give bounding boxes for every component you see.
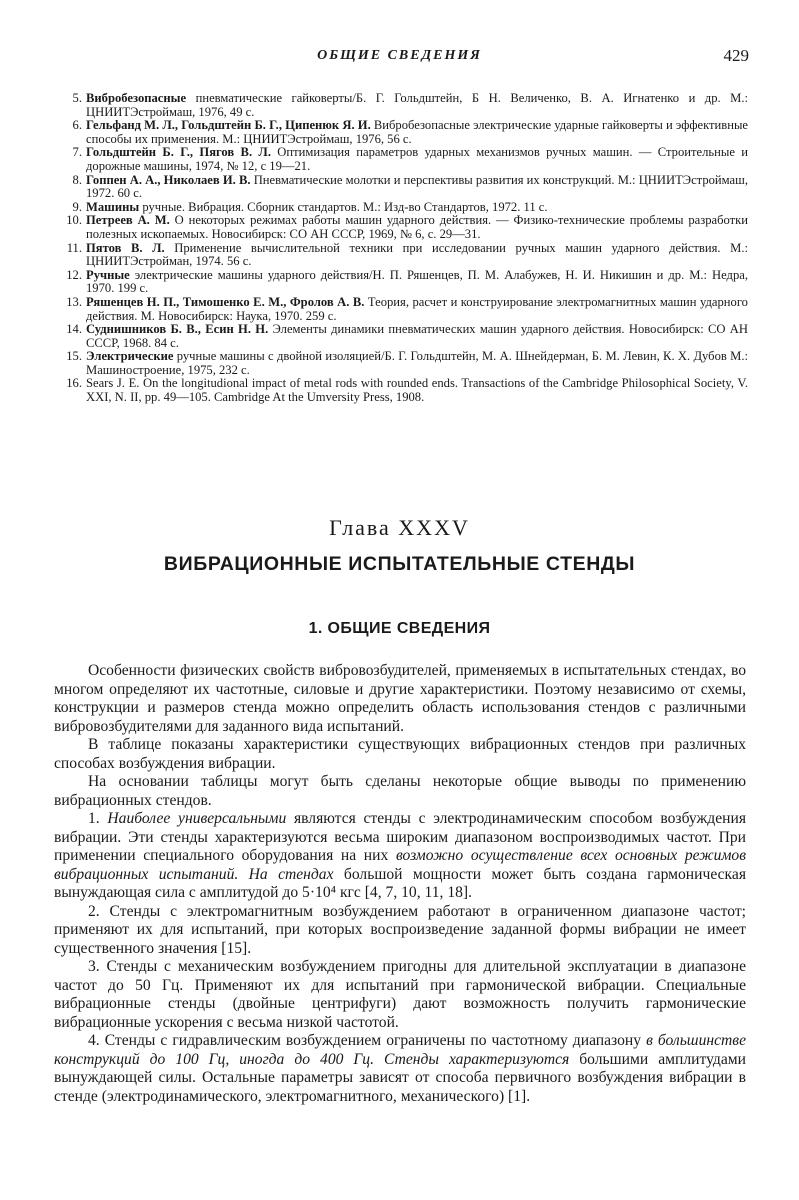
paragraph: Особенности физических свойств вибровозбудителей, применяемых в испытательных стендах, во многом определяют их частотные, силовые и другие характеристики. Поэтому независимо от схемы, конструкции и размеров стенда можно определить область использования стендов с различными вибровозбудителями для заданного вида испытаний. bbox=[54, 662, 746, 735]
reference-number: 14. bbox=[66, 322, 82, 337]
reference-body: Элементы динамики пневматических машин ударного действия. Новосибирск: СО АН СССР, 1968. 84 с. bbox=[86, 322, 748, 350]
reference-item bbox=[54, 323, 748, 350]
reference-text bbox=[86, 146, 748, 173]
paragraph: На основании таблицы могут быть сделаны некоторые общие выводы по применению вибрационных стендов. bbox=[54, 773, 746, 809]
chapter-title: ВИБРАЦИОННЫЕ ИСПЫТАТЕЛЬНЫЕ СТЕНДЫ bbox=[163, 553, 636, 575]
reference-number: 9. bbox=[72, 199, 82, 214]
page-number: 429 bbox=[723, 46, 749, 65]
reference-author: Ряшенцев Н. П., Тимошенко Е. М., Фролов А. В. bbox=[86, 294, 365, 309]
reference-body: Применение вычислительной техники при исследовании ручных машин ударного действия. М.: ЦНИИТЭстройман, 1974. 56 с. bbox=[86, 240, 748, 269]
reference-body: пневматические гайковерты/Б. Г. Гольдштейн, Б Н. Величенко, В. А. Игнатенко и др. М.: ЦНИИТЭстроймаш, 1976, 49 с. bbox=[86, 91, 748, 119]
reference-item bbox=[54, 269, 748, 296]
reference-text bbox=[86, 119, 748, 146]
paragraph-part: являются стенды с электродинамическим способом возбуждения вибрации. Эти стенды характеризуются весьма широким диапазоном воспроизводимых частот. При применении специального оборудования на них bbox=[54, 810, 747, 864]
paragraph-part: большой мощности может быть создана гармоническая вынуждающая сила с амплитудой до 5·10⁴ кгс [4, 7, 10, 11, 18]. bbox=[54, 865, 746, 901]
reference-text bbox=[86, 350, 748, 377]
reference-author: Вибробезопасные bbox=[86, 91, 187, 105]
paragraph-part: 1. bbox=[88, 810, 108, 827]
reference-number: 16. bbox=[66, 376, 82, 391]
reference-author: Гельфанд М. Л., Гольдштейн Б. Г., Ципенюк Я. И. bbox=[86, 118, 371, 133]
reference-number: 8. bbox=[72, 172, 82, 187]
reference-author: Гольдштейн Б. Г., Пягов В. Л. bbox=[86, 145, 271, 160]
paragraph-part: 4. Стенды с гидравлическим возбуждением ограничены по частотному диапазону bbox=[88, 1032, 647, 1049]
reference-item bbox=[54, 242, 748, 269]
reference-body: Пневматические молотки и перспективы развития их конструкций. М.: ЦНИИТЭстроймаш, 1972. 60 с. bbox=[86, 172, 748, 201]
reference-text bbox=[86, 296, 748, 323]
reference-item bbox=[54, 214, 748, 241]
reference-number: 5. bbox=[72, 91, 82, 105]
reference-body: Вибробезопасные электрические ударные гайковерты и эффективные способы их применения. М.: ЦНИИТЭстроймаш, 1976, 56 с. bbox=[86, 118, 748, 146]
reference-body: ручные. Вибрация. Сборник стандартов. М.: Изд-во Стандартов, 1972. 11 с. bbox=[139, 199, 548, 214]
reference-author: Суднишников Б. В., Есин Н. Н. bbox=[86, 322, 269, 337]
reference-item bbox=[54, 119, 748, 146]
reference-body: электрические машины ударного действия/Н. П. Ряшенцев, П. М. Алабужев, Н. И. Никишин и др. М.: Недра, 1970. 199 с. bbox=[86, 267, 748, 296]
reference-item bbox=[54, 377, 748, 404]
reference-text bbox=[86, 92, 748, 119]
paragraph-italic: возможно осуществление всех основных режимов вибрационных испытаний. На стендах bbox=[54, 847, 746, 883]
paragraph: 2. Стенды с электромагнитным возбуждением работают в ограниченном диапазоне частот; применяют их для испытаний, при которых воспроизведение заданной формы вибрации не имеет существенного значения [15]. bbox=[54, 902, 746, 957]
paragraph-italic: Наиболее универсальными bbox=[107, 810, 287, 827]
paragraph bbox=[54, 1032, 746, 1106]
reference-item bbox=[54, 146, 748, 173]
reference-text bbox=[86, 214, 748, 241]
reference-text bbox=[86, 174, 748, 201]
running-title: ОБЩИЕ СВЕДЕНИЯ bbox=[317, 48, 482, 63]
reference-author: Электрические bbox=[86, 349, 174, 364]
reference-number: 10. bbox=[66, 213, 82, 228]
reference-number: 7. bbox=[72, 145, 82, 160]
reference-number: 6. bbox=[72, 118, 82, 133]
paragraph: В таблице показаны характеристики существующих вибрационных стендов при различных способах возбуждения вибрации. bbox=[54, 736, 746, 772]
reference-author: Гоппен А. А., Николаев И. В. bbox=[86, 172, 251, 187]
reference-body: ручные машины с двойной изоляцией/Б. Г. Гольдштейн, М. А. Шнейдерман, Б. М. Левин, К. Х. Дубов М.: Машиностроение, 1975, 232 с. bbox=[86, 349, 748, 377]
reference-body: О некоторых режимах работы машин ударного действия. — Физико-технические проблемы разработки полезных ископаемых. Новосибирск: СО АН СССР, 1969, № 6, с. 29—31. bbox=[86, 213, 748, 241]
paragraph: 3. Стенды с механическим возбуждением пригодны для длительной эксплуатации в диапазоне частот до 50 Гц. Применяют их для испытаний при гармонической вибрации. Специальные вибрационные стенды (двойные центрифуги) дают возможность получить гармонические вибрационные ускорения с весьма низкой частотой. bbox=[54, 958, 746, 1031]
reference-body: Теория, расчет и конструирование электромагнитных машин ударного действия. М. Новосибирск: Наука, 1970. 259 с. bbox=[86, 294, 748, 323]
reference-text bbox=[86, 377, 748, 404]
reference-item bbox=[54, 296, 748, 323]
paragraph bbox=[54, 810, 746, 903]
reference-text bbox=[86, 323, 748, 350]
reference-number: 12. bbox=[66, 267, 82, 282]
reference-list bbox=[54, 92, 748, 405]
reference-number: 15. bbox=[66, 349, 82, 364]
running-head bbox=[0, 48, 799, 70]
chapter-label: Глава XXXV bbox=[329, 515, 470, 540]
reference-author: Петреев А. М. bbox=[86, 213, 170, 228]
reference-number: 13. bbox=[66, 294, 82, 309]
reference-number: 11. bbox=[66, 240, 82, 255]
reference-author: Пятов В. Л. bbox=[86, 240, 165, 255]
reference-item bbox=[54, 174, 748, 201]
reference-body: Sears J. E. On the longitudional impact of metal rods with rounded ends. Transactions of the Cambridge Philosophical Society, V. XXI, N. II, pp. 49—105. Cambridge At the Umversity Press, 1908. bbox=[86, 376, 748, 405]
reference-text bbox=[86, 201, 748, 215]
reference-author: Ручные bbox=[86, 267, 130, 282]
section-title: 1. ОБЩИЕ СВЕДЕНИЯ bbox=[308, 620, 491, 637]
reference-text bbox=[86, 242, 748, 269]
paragraph-italic: в большинстве конструкций до 100 Гц, иногда до 400 Гц. Стенды характеризуются bbox=[54, 1032, 746, 1068]
reference-item bbox=[54, 201, 748, 215]
paragraph-part: большими амплитудами вынуждающей силы. Остальные параметры зависят от способа первичного возбуждения вибрации в стенде (электродинамического, электромагнитного, механического) [1]. bbox=[54, 1050, 746, 1105]
reference-text bbox=[86, 269, 748, 296]
reference-body: Оптимизация параметров ударных механизмов ручных машин. — Строительные и дорожные машины, 1974, № 12, с 19—21. bbox=[86, 145, 748, 173]
reference-item bbox=[54, 350, 748, 377]
reference-author: Машины bbox=[86, 199, 140, 214]
reference-item bbox=[54, 92, 748, 119]
body-text bbox=[54, 662, 746, 1106]
